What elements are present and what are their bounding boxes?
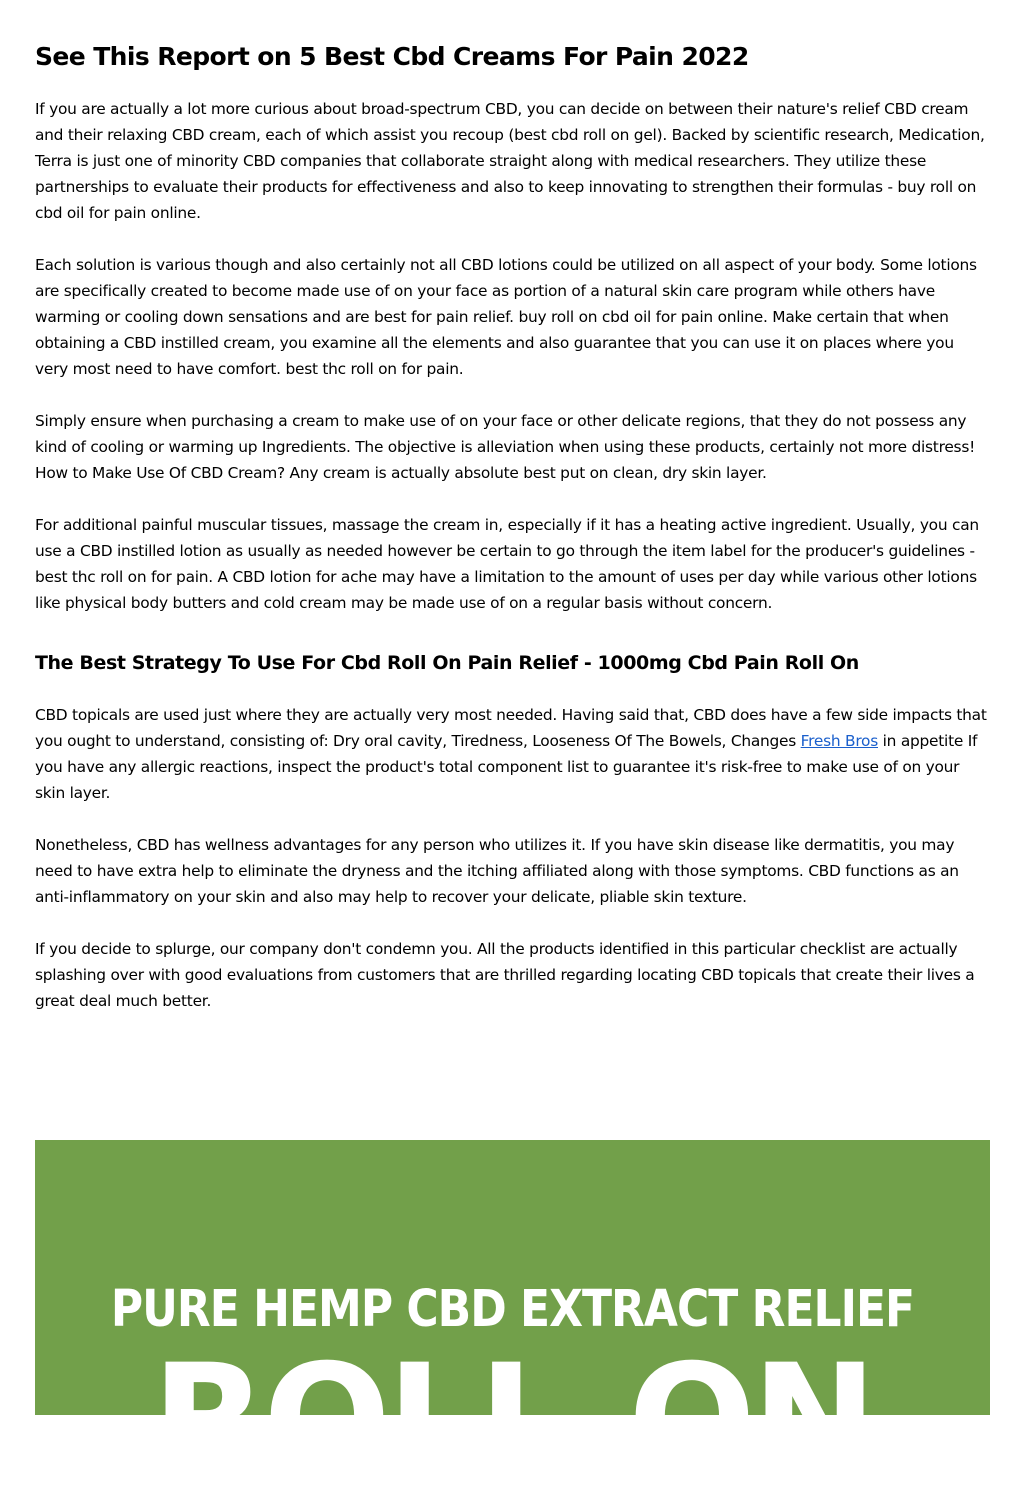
paragraph-6: Nonetheless, CBD has wellness advantages for any person who utilizes it. If you have skin disease like dermatitis, you may need to have extra help to eliminate the dryness and the itching affiliated along with those symptoms. CBD functions as an anti-inflammatory on your skin and also may help to recover your delicate, pliable skin texture.: [35, 836, 959, 906]
paragraph-5-text-after: in appetite If you have any allergic reactions, inspect the product's total component list to guarantee it's risk-free to make use of on your skin layer.: [35, 732, 978, 802]
paragraph-1: If you are actually a lot more curious about broad-spectrum CBD, you can decide on between their nature's relief CBD cream and their relaxing CBD cream, each of which assist you recoup (best cbd roll on gel). Backed by scientific research, Medication, Terra is just one of minority CBD companies that collaborate straight along with medical researchers. They utilize these partnerships to evaluate their products for effectiveness and also to keep innovating to strengthen their formulas - buy roll on cbd oil for pain online.: [35, 100, 985, 222]
paragraph-3: Simply ensure when purchasing a cream to make use of on your face or other delicate regions, that they do not possess any kind of cooling or warming up Ingredients. The objective is alleviation when using these products, certainly not more distress! How to Make Use Of CBD Cream? Any cream is actually absolute best put on clean, dry skin layer.: [35, 412, 976, 482]
page-title: See This Report on 5 Best Cbd Creams For Pain 2022: [35, 42, 749, 71]
fresh-bros-link[interactable]: Fresh Bros: [800, 732, 878, 750]
section-subheading: The Best Strategy To Use For Cbd Roll On Pain Relief - 1000mg Cbd Pain Roll On: [35, 652, 859, 674]
paragraph-5: [35, 702, 990, 806]
paragraph-7: If you decide to splurge, our company don't condemn you. All the products identified in this particular checklist are actually splashing over with good evaluations from customers that are thrilled regarding locating CBD topicals that create their lives a great deal much better.: [35, 940, 975, 1010]
banner-product-name: ROLL-ON: [151, 1333, 874, 1507]
paragraph-5-text-before: CBD topicals are used just where they are actually very most needed. Having said that, CBD does have a few side impacts that you ought to understand, consisting of: Dry oral cavity, Tiredness, Looseness Of The Bowels, Changes: [35, 706, 987, 750]
banner-headline: PURE HEMP CBD EXTRACT RELIEF: [110, 1280, 915, 1339]
document-page: [35, 0, 990, 1014]
paragraph-4: For additional painful muscular tissues, massage the cream in, especially if it has a heating active ingredient. Usually, you can use a CBD instilled lotion as usually as needed however be certain to go through the item label for the producer's guidelines - best thc roll on for pain. A CBD lotion for ache may have a limitation to the amount of uses per day while various other lotions like physical body butters and cold cream may be made use of on a regular basis without concern.: [35, 516, 979, 612]
product-banner-image: [35, 1140, 990, 1507]
paragraph-2: Each solution is various though and also certainly not all CBD lotions could be utilized on all aspect of your body. Some lotions are specifically created to become made use of on your face as portion of a natural skin care program while others have warming or cooling down sensations and are best for pain relief. buy roll on cbd oil for pain online. Make certain that when obtaining a CBD instilled cream, you examine all the elements and also guarantee that you can use it on places where you very most need to have comfort. best thc roll on for pain.: [35, 256, 977, 378]
